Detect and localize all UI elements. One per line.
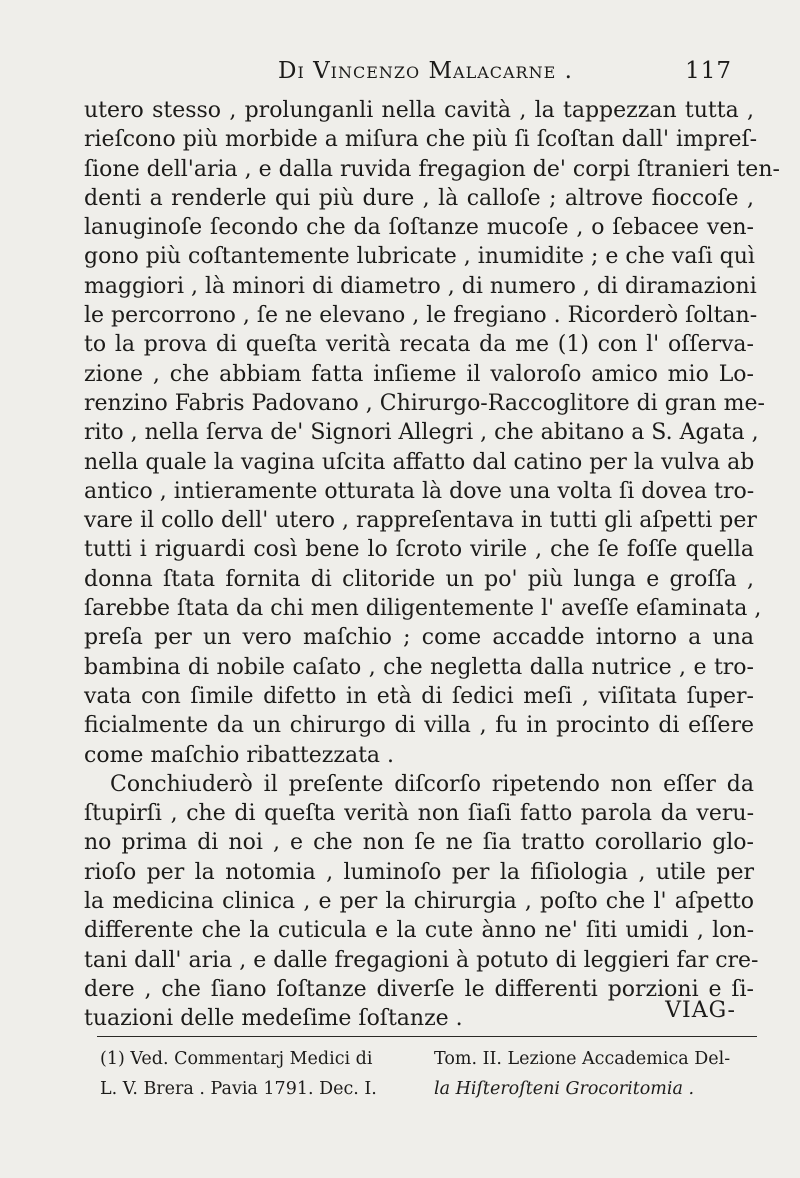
text-line: antico , intieramente otturata là dove una volta ſi dovea tro- [84, 478, 755, 504]
text-line: no prima di noi , e che non ſe ne ſia tratto corollario glo- [84, 830, 754, 856]
text-line: dere , che ſiano ſoſtanze diverſe le differenti porzioni e ſi- [84, 976, 754, 1002]
running-title: Di Vincenzo Malacarne . [278, 58, 573, 84]
text-line: vare il collo dell' utero , rappreſentava in tutti gli aſpetti per [84, 508, 757, 534]
text-line: donna ſtata fornita di clitoride un po' più lunga e groſſa , [84, 566, 754, 592]
page-header [88, 58, 732, 90]
text-line: ficialmente da un chirurgo di villa , fu in procinto di eſſere [84, 713, 754, 739]
paragraph-end-line: tuazioni delle medeſime ſoſtanze . [84, 1006, 463, 1032]
text-line: vata con ſimile difetto in età di ſedici meſi , viſitata ſuper- [84, 683, 754, 709]
footnote [100, 1044, 760, 1104]
text-line: gono più coſtantemente lubricate , inumidite ; e che vaſi quì [84, 244, 755, 270]
footnote-row [100, 1074, 760, 1104]
text-line: lanuginoſe ſecondo che da ſoſtanze mucoſe , o ſebacee ven- [84, 215, 754, 241]
text-line: nella quale la vagina uſcita affatto dal catino per la vulva ab [84, 449, 755, 475]
text-line: le percorrono , ſe ne elevano , le fregiano . Ricorderò ſoltan- [84, 303, 758, 329]
text-line: renzino Fabris Padovano , Chirurgo-Raccoglitore di gran me- [84, 390, 765, 416]
text-line: utero stesso , prolunganli nella cavità , la tappezzan tutta , [84, 98, 754, 123]
text-line: ſione dell'aria , e dalla ruvida fregagion de' corpi ſtranieri ten- [84, 156, 780, 182]
text-line: tutti i riguardi così bene lo ſcroto virile , che ſe foſſe quella [84, 537, 754, 563]
footnote-left: L. V. Brera . Pavia 1791. Dec. I. [100, 1079, 377, 1099]
text-line: rito , nella ſerva de' Signori Allegri , che abitano a S. Agata , [84, 420, 759, 446]
text-line: ſtupirſi , che di queſta verità non ſiaſi fatto parola da veru- [84, 801, 754, 827]
footnote-rule [97, 1036, 757, 1037]
text-line: to la prova di queſta verità recata da me (1) con l' oſſerva- [84, 332, 754, 358]
footnote-right: Tom. II. Lezione Accademica Del- [434, 1049, 731, 1069]
footnote-right: la Hiſteroſteni Grocoritomia . [434, 1079, 695, 1099]
paragraph-start-line: Conchiuderò il preſente diſcorſo ripetendo non eſſer da [110, 771, 754, 797]
catchword: VIAG- [665, 998, 736, 1023]
text-line: zione , che abbiam fatta inſieme il valoroſo amico mio Lo- [84, 361, 754, 387]
text-line: differente che la cuticula e la cute ànno ne' ſiti umidi , lon- [84, 918, 754, 944]
text-line: preſa per un vero maſchio ; come accadde intorno a una [84, 625, 754, 651]
footnote-left: (1) Ved. Commentarj Medici di [100, 1049, 373, 1069]
body-text [84, 96, 780, 1034]
footnote-row [100, 1044, 760, 1074]
text-line: maggiori , là minori di diametro , di numero , di diramazioni [84, 273, 757, 299]
text-line: ſarebbe ſtata da chi men diligentemente l' aveſſe eſaminata , [84, 596, 762, 622]
paragraph-end-line: come maſchio ribattezzata . [84, 742, 395, 768]
text-line: tani dall' aria , e dalle fregagioni à potuto di leggieri far cre- [84, 947, 759, 973]
page-number: 117 [685, 58, 732, 84]
text-line: denti a renderle qui più dure , là calloſe ; altrove fioccoſe , [84, 185, 754, 211]
text-line: rioſo per la notomia , luminoſo per la fiſiologia , utile per [84, 859, 754, 885]
text-line: la medicina clinica , e per la chirurgia , poſto che l' aſpetto [84, 889, 754, 915]
text-line: bambina di nobile caſato , che negletta dalla nutrice , e tro- [84, 654, 754, 680]
text-line: rieſcono più morbide a miſura che più ſi ſcoſtan dall' impreſ- [84, 127, 758, 153]
